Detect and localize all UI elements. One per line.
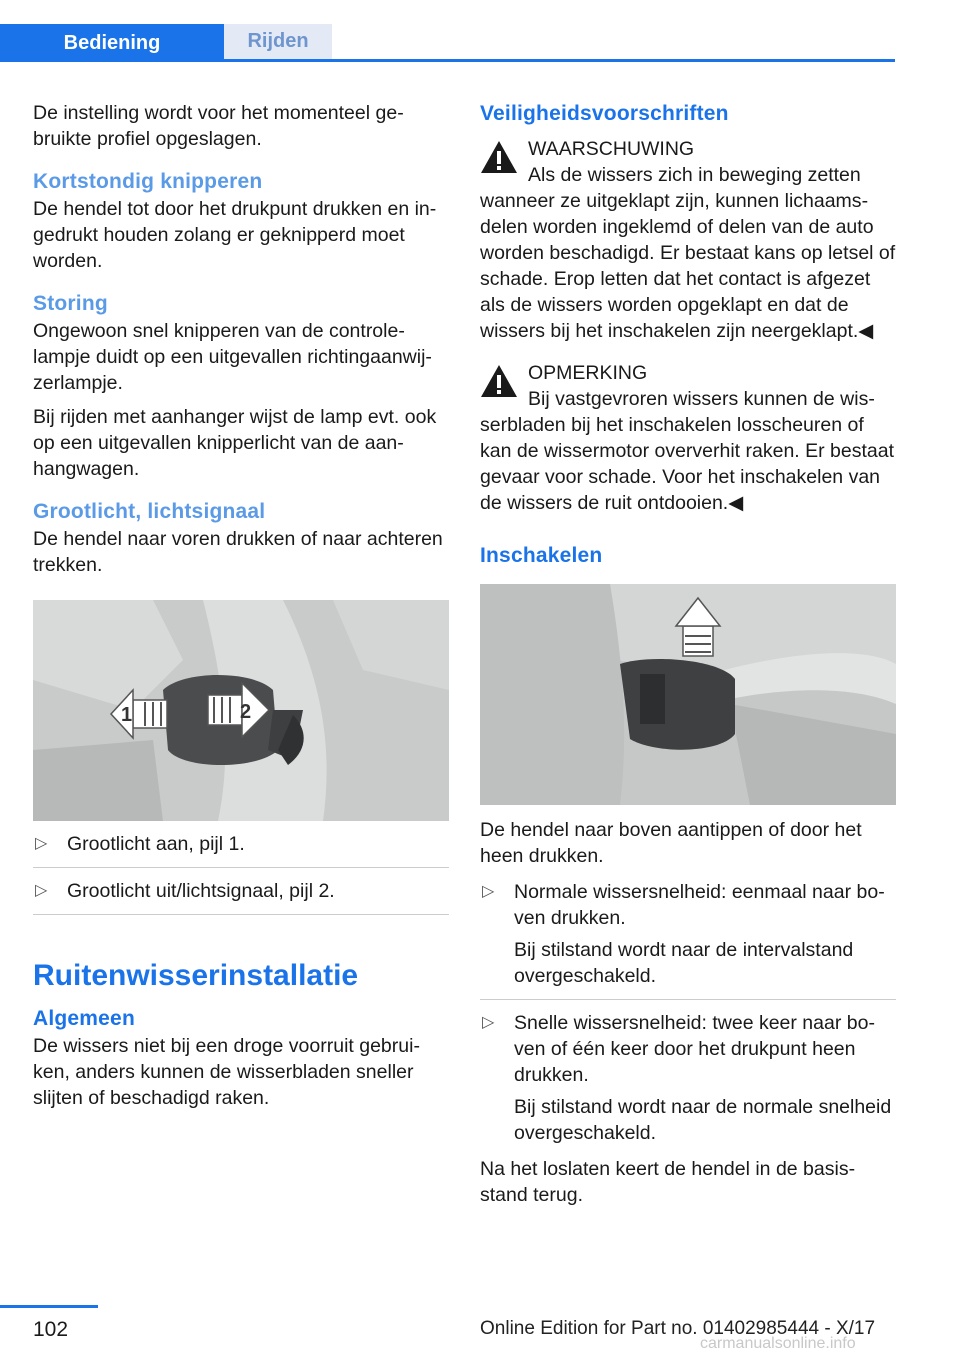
- divider: [33, 867, 449, 868]
- heading-algemeen: Algemeen: [33, 1007, 135, 1030]
- divider: [480, 999, 896, 1000]
- notice-text: Bij vastgevroren wissers kunnen de wisserbladen bij het inschakelen losscheuren of kan de wissermotor oververhit raken. Er bestaat gevaar voor schade. Voor het inschakelen van de wissers de ruit ontdooien.◀: [480, 388, 895, 514]
- heading-kortstondig-knipperen: Kortstondig knipperen: [33, 170, 263, 193]
- warning-block: [480, 136, 896, 344]
- outro-text: Na het loslaten keert de hendel in de basisstand terug.: [480, 1158, 856, 1206]
- arrow-label-2: 2: [240, 701, 252, 723]
- heading-inschakelen: Inschakelen: [480, 544, 603, 567]
- triangle-bullet-icon: ▷: [35, 835, 48, 852]
- warning-label: WAARSCHUWING: [528, 138, 695, 160]
- storing-text-1: Ongewoon snel knipperen van de controlelampje duidt op een uitgevallen richtingaanwijzerlampje.: [33, 320, 432, 394]
- storing-text-2: Bij rijden met aanhanger wijst de lamp evt. ook op een uitgevallen knipperlicht van de aanhangwagen.: [33, 406, 437, 480]
- heading-veiligheidsvoorschriften: Veiligheidsvoorschriften: [480, 102, 729, 125]
- list-item: ▷ Grootlicht aan, pijl 1.: [35, 833, 245, 855]
- left-column: [33, 100, 449, 1119]
- wiper-speed-list: [480, 879, 896, 1146]
- algemeen-text: De wissers niet bij een droge voorruit gebruiken, anders kunnen de wisserbladen sneller slijten of beschadigd raken.: [33, 1035, 420, 1109]
- notice-label: OPMERKING: [528, 362, 648, 384]
- list-item: ▷ Normale wissersnelheid: eenmaal naar boven drukken. Bij stilstand wordt naar de intervalstand overgeschakeld.: [482, 881, 885, 987]
- heading-storing: Storing: [33, 292, 108, 315]
- wiper-lever-illustration: [480, 584, 896, 805]
- header-tabs: [0, 24, 895, 62]
- warning-text: Als de wissers zich in beweging zetten wanneer ze uitgeklapt zijn, kunnen lichaamsdelen worden ingeklemd of delen van de auto worden beschadigd. Er bestaat kans op letsel of schade. Erop letten dat het contact is afgezet als de wissers worden opgeklapt en dat de wissers bij het inschakelen zijn neergeklapt.◀: [480, 164, 896, 342]
- figure-high-beam-lever: [33, 600, 449, 821]
- tab-bediening[interactable]: Bediening: [0, 24, 224, 62]
- warning-triangle-icon: [480, 140, 518, 174]
- triangle-bullet-icon: ▷: [482, 883, 495, 900]
- edition-text: Online Edition for Part no. 01402985444 - X/17: [480, 1318, 876, 1339]
- grootlicht-text: De hendel naar voren drukken of naar achteren trekken.: [33, 528, 443, 576]
- tab-rijden[interactable]: Rijden: [224, 24, 332, 59]
- heading-grootlicht: Grootlicht, lichtsignaal: [33, 500, 266, 523]
- high-beam-illustration: [33, 600, 449, 821]
- intro-text: De instelling wordt voor het momenteel gebruikte profiel opgeslagen.: [33, 102, 404, 150]
- notice-block: [480, 360, 896, 516]
- triangle-bullet-icon: ▷: [35, 882, 48, 899]
- watermark: carmanualsonline.info: [700, 1335, 856, 1352]
- warning-triangle-icon: [480, 364, 518, 398]
- list-item: ▷ Snelle wissersnelheid: twee keer naar boven of één keer door het drukpunt heen drukken. Bij stilstand wordt naar de normale snelheid overgeschakeld.: [482, 1012, 892, 1144]
- arrow-label-1: 1: [121, 704, 133, 726]
- inschakelen-text: De hendel naar boven aantippen of door het heen drukken.: [480, 819, 862, 867]
- triangle-bullet-icon: ▷: [482, 1014, 495, 1031]
- list-item: ▷ Grootlicht uit/lichtsignaal, pijl 2.: [35, 880, 335, 902]
- kortstondig-text: De hendel tot door het drukpunt drukken en ingedrukt houden zolang er geknipperd moet worden.: [33, 198, 437, 272]
- page-number: 102: [33, 1318, 69, 1341]
- figure-wiper-lever: [480, 584, 896, 805]
- divider: [33, 914, 449, 915]
- footer-rule: [0, 1305, 98, 1308]
- heading-ruitenwisserinstallatie: Ruitenwisserinstallatie: [33, 959, 359, 992]
- tab-underline: [0, 59, 895, 62]
- high-beam-list: [33, 831, 449, 915]
- right-column: [480, 100, 896, 1216]
